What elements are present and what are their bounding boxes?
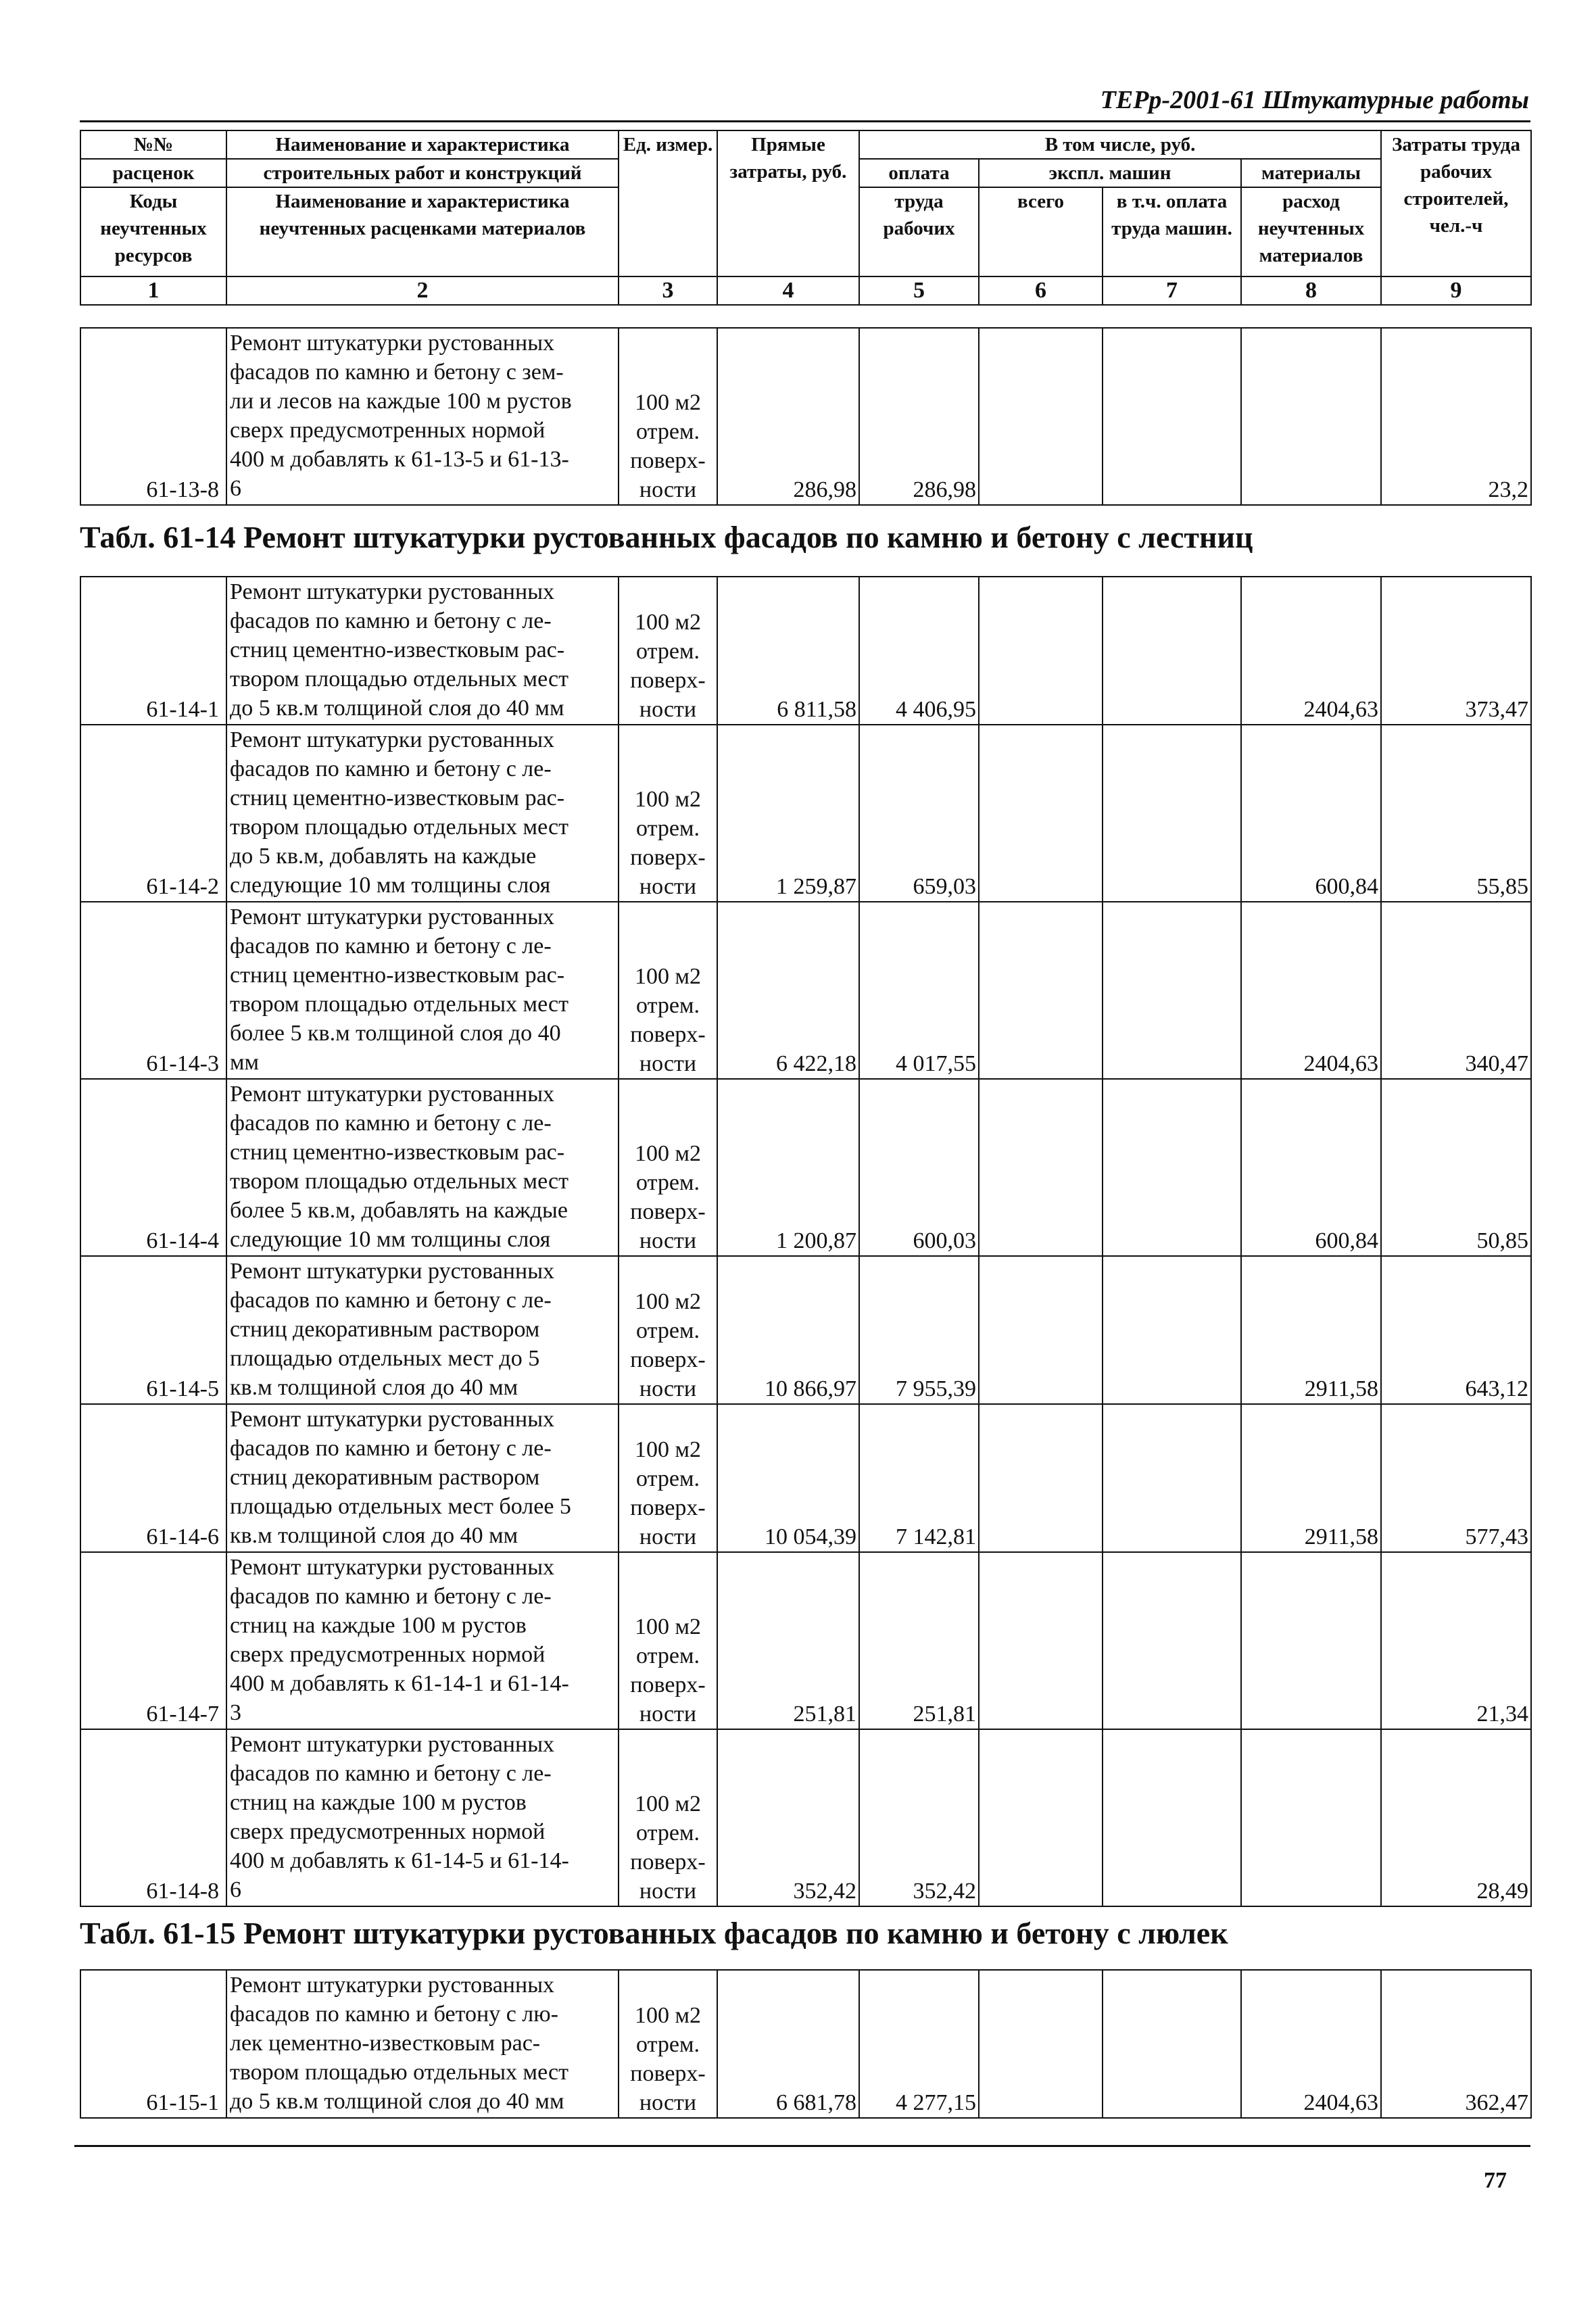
machines-labor (1103, 1079, 1241, 1256)
unit-line: ности (639, 2090, 697, 2115)
description-line: фасадов по камню и бетону с ле- (230, 1288, 552, 1313)
machines-total (979, 725, 1103, 902)
description-line: стниц декоративным раствором (230, 1465, 540, 1490)
machines-labor (1103, 1404, 1241, 1552)
machines-total (979, 1404, 1103, 1552)
unit-line: поверх- (630, 1022, 706, 1047)
unit-line: поверх- (630, 668, 706, 693)
description-line: до 5 кв.м толщиной слоя до 40 мм (230, 2089, 564, 2114)
work-description (226, 1970, 619, 2118)
labor-payment: 7 955,39 (859, 1256, 979, 1404)
measure-unit (619, 725, 717, 902)
header-rule (80, 120, 1530, 122)
rate-code: 61-14-7 (80, 1552, 226, 1729)
table-row (80, 725, 1531, 902)
work-description (226, 1729, 619, 1906)
work-description (226, 1552, 619, 1729)
table-row (80, 1079, 1531, 1256)
table-row (80, 1552, 1531, 1729)
description-line: фасадов по камню и бетону с ле- (230, 1761, 552, 1786)
header-labor-hours: Затраты труда рабочих строителей, чел.-ч (1381, 130, 1531, 276)
unit-line: 100 м2 (634, 1614, 701, 1639)
header-col1-mid: расценок (80, 159, 226, 187)
materials-cost: 600,84 (1241, 725, 1381, 902)
unit-line: 100 м2 (634, 787, 701, 812)
description-line: площадью отдельных мест более 5 (230, 1494, 571, 1519)
unit-line: 100 м2 (634, 1437, 701, 1462)
description-line: кв.м толщиной слоя до 40 мм (230, 1375, 518, 1400)
unit-line: отрем. (636, 1820, 700, 1845)
description-line: Ремонт штукатурки рустованных (230, 1259, 555, 1284)
work-description (226, 725, 619, 902)
column-number: 4 (717, 276, 859, 305)
header-machines-total: всего (979, 187, 1103, 276)
description-line: 400 м добавлять к 61-14-5 и 61-14- (230, 1848, 569, 1873)
description-line: фасадов по камню и бетону с ле- (230, 1111, 552, 1136)
labor-hours: 21,34 (1381, 1552, 1531, 1729)
column-number: 3 (619, 276, 717, 305)
header-materials-top: материалы (1241, 159, 1381, 187)
description-line: 3 (230, 1700, 241, 1725)
labor-hours: 373,47 (1381, 577, 1531, 725)
description-line: до 5 кв.м, добавлять на каждые (230, 844, 537, 869)
description-line: сверх предусмотренных нормой (230, 418, 546, 443)
rate-code: 61-14-3 (80, 902, 226, 1079)
description-line: фасадов по камню и бетону с лю- (230, 2002, 558, 2027)
table-row (80, 1404, 1531, 1552)
unit-line: ности (639, 1702, 697, 1727)
table-title-61-14: Табл. 61-14 Ремонт штукатурки рустованных фасадов по камню и бетону с лестниц (80, 520, 1253, 554)
labor-hours: 340,47 (1381, 902, 1531, 1079)
materials-cost (1241, 328, 1381, 505)
labor-payment: 659,03 (859, 725, 979, 902)
rates-table-61-15 (80, 1969, 1532, 2119)
direct-costs: 6 422,18 (717, 902, 859, 1079)
work-description (226, 902, 619, 1079)
description-line: 6 (230, 1877, 241, 1902)
measure-unit (619, 328, 717, 505)
description-line: Ремонт штукатурки рустованных (230, 1407, 555, 1432)
machines-total (979, 1729, 1103, 1906)
header-machines: экспл. машин (979, 159, 1241, 187)
unit-line: 100 м2 (634, 2003, 701, 2028)
machines-total (979, 902, 1103, 1079)
labor-hours: 23,2 (1381, 328, 1531, 505)
header-unit: Ед. измер. (619, 130, 717, 276)
rate-code: 61-13-8 (80, 328, 226, 505)
unit-line: отрем. (636, 1318, 700, 1343)
table-title-61-15: Табл. 61-15 Ремонт штукатурки рустованных фасадов по камню и бетону с люлек (80, 1916, 1228, 1950)
work-description (226, 328, 619, 505)
machines-total (979, 1079, 1103, 1256)
footer-rule (74, 2145, 1530, 2147)
unit-line: поверх- (630, 1199, 706, 1224)
description-line: лек цементно-известковым рас- (230, 2031, 541, 2056)
column-number: 5 (859, 276, 979, 305)
unit-line: поверх- (630, 1672, 706, 1697)
unit-line: поверх- (630, 1495, 706, 1520)
materials-cost (1241, 1552, 1381, 1729)
rates-table-61-13 (80, 327, 1532, 506)
measure-unit (619, 1552, 717, 1729)
column-number: 2 (226, 276, 619, 305)
unit-line: 100 м2 (634, 1141, 701, 1166)
unit-line: отрем. (636, 2032, 700, 2057)
description-line: твором площадью отдельных мест (230, 815, 569, 840)
column-header-table (80, 130, 1532, 306)
rates-table-61-14 (80, 576, 1532, 1907)
unit-line: ности (639, 1376, 697, 1401)
column-number: 1 (80, 276, 226, 305)
description-line: стниц цементно-известковым рас- (230, 637, 565, 662)
work-description (226, 1404, 619, 1552)
labor-hours: 577,43 (1381, 1404, 1531, 1552)
description-line: фасадов по камню и бетону с ле- (230, 934, 552, 959)
labor-payment: 4 406,95 (859, 577, 979, 725)
machines-total (979, 1552, 1103, 1729)
labor-hours: 28,49 (1381, 1729, 1531, 1906)
labor-payment: 600,03 (859, 1079, 979, 1256)
machines-labor (1103, 725, 1241, 902)
column-number: 6 (979, 276, 1103, 305)
machines-total (979, 328, 1103, 505)
unit-line: ности (639, 1524, 697, 1549)
description-line: более 5 кв.м толщиной слоя до 40 (230, 1021, 561, 1046)
column-number: 9 (1381, 276, 1531, 305)
unit-line: ности (639, 874, 697, 899)
direct-costs: 286,98 (717, 328, 859, 505)
unit-line: 100 м2 (634, 390, 701, 415)
labor-payment: 7 142,81 (859, 1404, 979, 1552)
materials-cost: 2911,58 (1241, 1256, 1381, 1404)
labor-hours: 643,12 (1381, 1256, 1531, 1404)
unit-line: отрем. (636, 419, 700, 444)
rate-code: 61-14-8 (80, 1729, 226, 1906)
machines-labor (1103, 1729, 1241, 1906)
work-description (226, 1256, 619, 1404)
unit-line: 100 м2 (634, 610, 701, 635)
labor-payment: 251,81 (859, 1552, 979, 1729)
unit-line: ности (639, 697, 697, 722)
unit-line: поверх- (630, 2061, 706, 2086)
measure-unit (619, 902, 717, 1079)
work-description (226, 1079, 619, 1256)
labor-hours: 362,47 (1381, 1970, 1531, 2118)
running-head: ТЕРр-2001-61 Штукатурные работы (1100, 86, 1529, 114)
header-col2-top: Наименование и характеристика (226, 130, 619, 159)
measure-unit (619, 1256, 717, 1404)
description-line: фасадов по камню и бетону с ле- (230, 608, 552, 633)
description-line: твором площадью отдельных мест (230, 2060, 569, 2085)
description-line: Ремонт штукатурки рустованных (230, 579, 555, 604)
rate-code: 61-14-2 (80, 725, 226, 902)
description-line: сверх предусмотренных нормой (230, 1642, 546, 1667)
description-line: фасадов по камню и бетону с ле- (230, 1584, 552, 1609)
header-col2-bottom: Наименование и характеристика неучтенных расценками материалов (226, 187, 619, 276)
column-number: 7 (1103, 276, 1241, 305)
header-direct-costs: Прямые затраты, руб. (717, 130, 859, 276)
table-row (80, 1729, 1531, 1906)
description-line: мм (230, 1050, 260, 1075)
description-line: стниц цементно-известковым рас- (230, 1140, 565, 1165)
page-number: 77 (1484, 2168, 1507, 2193)
description-line: Ремонт штукатурки рустованных (230, 727, 555, 752)
description-line: 400 м добавлять к 61-13-5 и 61-13- (230, 447, 569, 472)
direct-costs: 6 681,78 (717, 1970, 859, 2118)
labor-payment: 352,42 (859, 1729, 979, 1906)
header-materials-bottom: расход неучтенных материалов (1241, 187, 1381, 276)
description-line: 6 (230, 476, 241, 501)
description-line: твором площадью отдельных мест (230, 1169, 569, 1194)
description-line: твором площадью отдельных мест (230, 667, 569, 692)
description-line: следующие 10 мм толщины слоя (230, 873, 551, 898)
unit-line: ности (639, 1228, 697, 1253)
machines-labor (1103, 1552, 1241, 1729)
description-line: фасадов по камню и бетону с зем- (230, 360, 564, 385)
direct-costs: 1 259,87 (717, 725, 859, 902)
table-row (80, 577, 1531, 725)
unit-line: 100 м2 (634, 1289, 701, 1314)
materials-cost: 2911,58 (1241, 1404, 1381, 1552)
header-col2-mid: строительных работ и конструкций (226, 159, 619, 187)
description-line: стниц на каждые 100 м рустов (230, 1613, 527, 1638)
description-line: Ремонт штукатурки рустованных (230, 331, 555, 356)
unit-line: поверх- (630, 448, 706, 473)
unit-line: поверх- (630, 1850, 706, 1875)
unit-line: ности (639, 1879, 697, 1904)
direct-costs: 1 200,87 (717, 1079, 859, 1256)
labor-payment: 4 277,15 (859, 1970, 979, 2118)
description-line: фасадов по камню и бетону с ле- (230, 756, 552, 781)
materials-cost (1241, 1729, 1381, 1906)
direct-costs: 6 811,58 (717, 577, 859, 725)
description-line: твором площадью отдельных мест (230, 992, 569, 1017)
unit-line: поверх- (630, 1347, 706, 1372)
header-labor-bottom: труда рабочих (859, 187, 979, 276)
description-line: Ремонт штукатурки рустованных (230, 904, 555, 930)
description-line: 400 м добавлять к 61-14-1 и 61-14- (230, 1671, 569, 1696)
rate-code: 61-14-6 (80, 1404, 226, 1552)
description-line: Ремонт штукатурки рустованных (230, 1732, 555, 1757)
measure-unit (619, 1404, 717, 1552)
header-machines-labor: в т.ч. оплата труда машин. (1103, 187, 1241, 276)
header-labor-top: оплата (859, 159, 979, 187)
materials-cost: 600,84 (1241, 1079, 1381, 1256)
table-row (80, 1970, 1531, 2118)
direct-costs: 352,42 (717, 1729, 859, 1906)
unit-line: отрем. (636, 1170, 700, 1195)
description-line: более 5 кв.м, добавлять на каждые (230, 1198, 568, 1223)
direct-costs: 10 054,39 (717, 1404, 859, 1552)
unit-line: поверх- (630, 845, 706, 870)
machines-labor (1103, 328, 1241, 505)
description-line: Ремонт штукатурки рустованных (230, 1555, 555, 1580)
unit-line: отрем. (636, 639, 700, 664)
unit-line: ности (639, 1051, 697, 1076)
description-line: стниц декоративным раствором (230, 1317, 540, 1342)
description-line: ли и лесов на каждые 100 м рустов (230, 389, 572, 414)
measure-unit (619, 1970, 717, 2118)
description-line: Ремонт штукатурки рустованных (230, 1082, 555, 1107)
table-row (80, 328, 1531, 505)
machines-labor (1103, 1256, 1241, 1404)
header-col1-top: №№ (80, 130, 226, 159)
work-description (226, 577, 619, 725)
machines-labor (1103, 577, 1241, 725)
labor-hours: 55,85 (1381, 725, 1531, 902)
description-line: фасадов по камню и бетону с ле- (230, 1436, 552, 1461)
machines-total (979, 1970, 1103, 2118)
unit-line: 100 м2 (634, 964, 701, 989)
rate-code: 61-14-1 (80, 577, 226, 725)
description-line: стниц цементно-известковым рас- (230, 786, 565, 811)
machines-total (979, 577, 1103, 725)
header-group: В том числе, руб. (859, 130, 1381, 159)
measure-unit (619, 1079, 717, 1256)
column-number: 8 (1241, 276, 1381, 305)
unit-line: отрем. (636, 1466, 700, 1491)
description-line: стниц на каждые 100 м рустов (230, 1790, 527, 1815)
materials-cost: 2404,63 (1241, 902, 1381, 1079)
description-line: до 5 кв.м толщиной слоя до 40 мм (230, 696, 564, 721)
labor-payment: 4 017,55 (859, 902, 979, 1079)
materials-cost: 2404,63 (1241, 577, 1381, 725)
machines-labor (1103, 902, 1241, 1079)
machines-total (979, 1256, 1103, 1404)
direct-costs: 10 866,97 (717, 1256, 859, 1404)
direct-costs: 251,81 (717, 1552, 859, 1729)
description-line: кв.м толщиной слоя до 40 мм (230, 1523, 518, 1548)
unit-line: отрем. (636, 816, 700, 841)
description-line: стниц цементно-известковым рас- (230, 963, 565, 988)
labor-payment: 286,98 (859, 328, 979, 505)
materials-cost: 2404,63 (1241, 1970, 1381, 2118)
unit-line: ности (639, 477, 697, 502)
rate-code: 61-15-1 (80, 1970, 226, 2118)
description-line: площадью отдельных мест до 5 (230, 1346, 540, 1371)
table-row (80, 902, 1531, 1079)
description-line: сверх предусмотренных нормой (230, 1819, 546, 1844)
unit-line: 100 м2 (634, 1791, 701, 1816)
rate-code: 61-14-5 (80, 1256, 226, 1404)
description-line: Ремонт штукатурки рустованных (230, 1973, 555, 1998)
measure-unit (619, 1729, 717, 1906)
machines-labor (1103, 1970, 1241, 2118)
description-line: следующие 10 мм толщины слоя (230, 1227, 551, 1252)
table-row (80, 1256, 1531, 1404)
labor-hours: 50,85 (1381, 1079, 1531, 1256)
header-col1-bottom: Коды неучтенных ресурсов (80, 187, 226, 276)
unit-line: отрем. (636, 993, 700, 1018)
unit-line: отрем. (636, 1643, 700, 1668)
measure-unit (619, 577, 717, 725)
rate-code: 61-14-4 (80, 1079, 226, 1256)
